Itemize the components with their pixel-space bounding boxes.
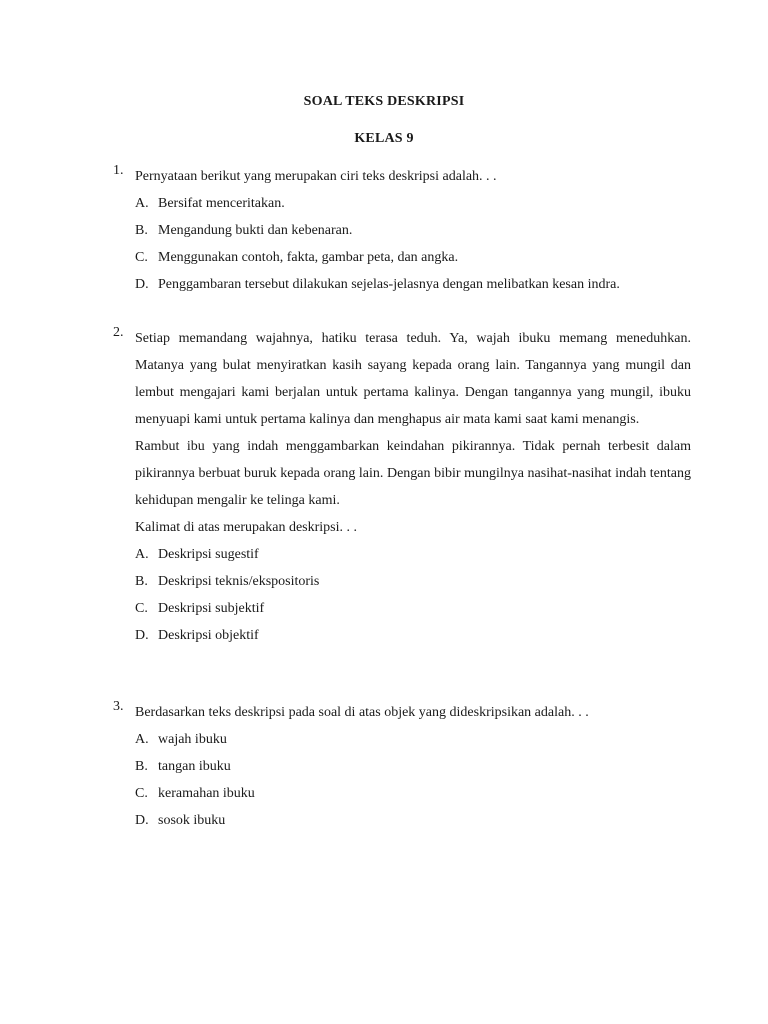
question-number: 1.	[113, 163, 124, 178]
option-text: Bersifat menceritakan.	[158, 196, 285, 211]
option-text: Penggambaran tersebut dilakukan sejelas-jelasnya dengan melibatkan kesan indra.	[158, 277, 620, 292]
option-c	[135, 244, 691, 271]
option-letter: D.	[135, 813, 149, 828]
question-number: 2.	[113, 325, 124, 340]
option-text: Menggunakan contoh, fakta, gambar peta, dan angka.	[158, 250, 459, 265]
document-title: SOAL TEKS DESKRIPSI	[303, 94, 465, 109]
option-c	[135, 595, 691, 622]
option-letter: A.	[135, 547, 149, 562]
option-letter: B.	[135, 574, 148, 589]
passage-paragraph-1: Setiap memandang wajahnya, hatiku terasa teduh. Ya, wajah ibuku memang meneduhkan. Matanya yang bulat menyiratkan kasih sayang kepada orang lain. Tangannya yang mungil dan lembut mengajari kami berjalan untuk pertama kalinya. Dengan tangannya yang mungil, ibuku menyuapi kami untuk pertama kalinya dan menghapus air mata kami saat kami menangis.	[135, 331, 691, 427]
option-text: keramahan ibuku	[158, 786, 255, 801]
option-a	[135, 190, 691, 217]
option-letter: B.	[135, 223, 148, 238]
option-letter: D.	[135, 277, 149, 292]
option-letter: A.	[135, 196, 149, 211]
option-text: wajah ibuku	[158, 732, 227, 747]
passage-paragraph-2: Rambut ibu yang indah menggambarkan keindahan pikirannya. Tidak pernah terbesit dalam pikirannya berbuat buruk kepada orang lain. Dengan bibir mungilnya nasihat-nasihat indah tentang kehidupan mengalir ke telinga kami.	[135, 439, 691, 508]
option-a	[135, 726, 691, 753]
option-d	[135, 807, 691, 834]
option-text: Deskripsi teknis/ekspositoris	[158, 574, 320, 589]
option-b	[135, 217, 691, 244]
option-a	[135, 541, 691, 568]
option-d	[135, 271, 691, 298]
option-text: tangan ibuku	[158, 759, 231, 774]
option-text: Mengandung bukti dan kebenaran.	[158, 223, 353, 238]
option-b	[135, 753, 691, 780]
option-letter: C.	[135, 250, 148, 265]
option-c	[135, 780, 691, 807]
question-1	[113, 163, 691, 298]
question-stem: Berdasarkan teks deskripsi pada soal di atas objek yang dideskripsikan adalah. . .	[135, 705, 589, 720]
option-text: Deskripsi sugestif	[158, 547, 259, 562]
option-letter: D.	[135, 628, 149, 643]
question-number: 3.	[113, 699, 124, 714]
option-letter: A.	[135, 732, 149, 747]
option-letter: C.	[135, 786, 148, 801]
question-stem: Pernyataan berikut yang merupakan ciri teks deskripsi adalah. . .	[135, 169, 497, 184]
option-letter: B.	[135, 759, 148, 774]
option-text: Deskripsi objektif	[158, 628, 259, 643]
option-d	[135, 622, 691, 649]
option-text: sosok ibuku	[158, 813, 226, 828]
option-text: Deskripsi subjektif	[158, 601, 265, 616]
question-stem: Kalimat di atas merupakan deskripsi. . .	[135, 520, 357, 535]
document-subtitle: KELAS 9	[354, 131, 414, 146]
option-b	[135, 568, 691, 595]
option-letter: C.	[135, 601, 148, 616]
question-2	[113, 325, 691, 649]
question-3	[113, 699, 691, 834]
